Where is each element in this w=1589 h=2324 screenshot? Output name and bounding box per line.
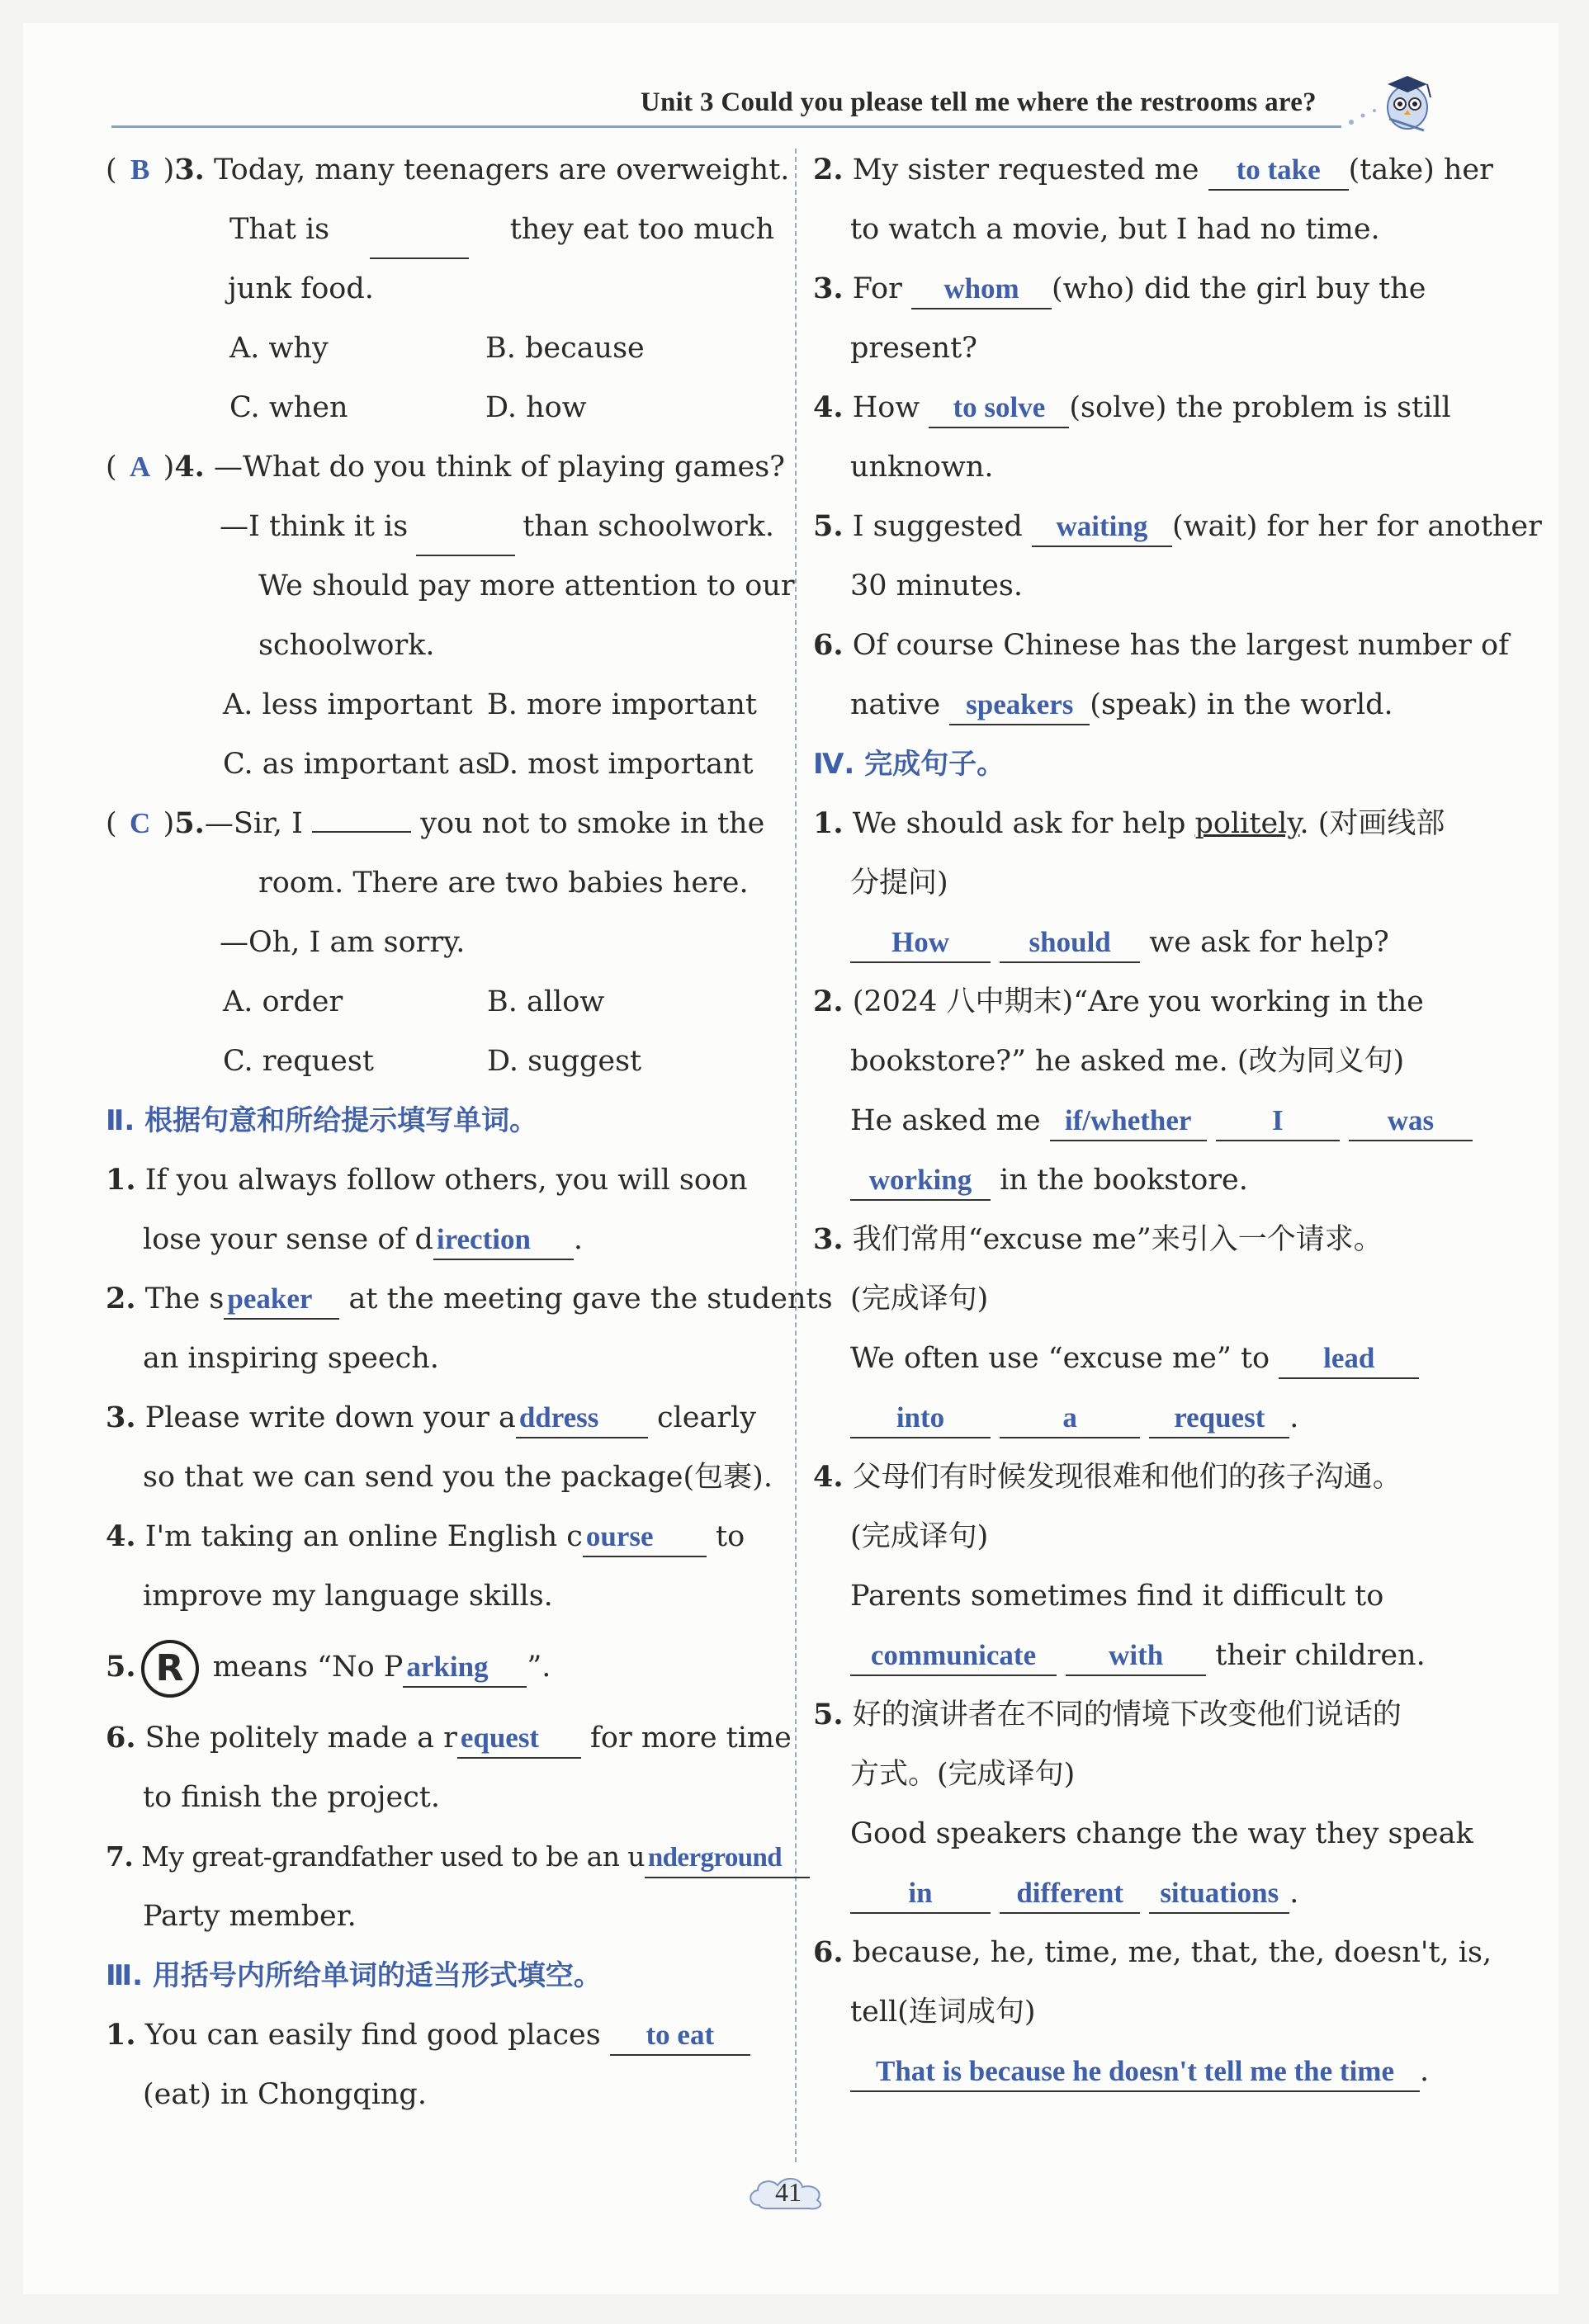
section-2-heading: Ⅱ. 根据句意和所给提示填写单词。 — [106, 1104, 538, 1137]
form-item-1: 1. You can easily find good places to eat — [106, 2005, 774, 2065]
form-item-3: 3. For whom (who) did the girl buy the — [813, 259, 1473, 319]
answer-blank[interactable]: ddress — [516, 1399, 648, 1438]
option-b[interactable]: B. allow — [487, 985, 605, 1018]
answer-blank[interactable]: working — [850, 1161, 991, 1201]
sentence-item-4: 4. 父母们有时候发现很难和他们的孩子沟通。 — [813, 1460, 1402, 1494]
form-item-4: 4. How to solve (solve) the problem is still — [813, 378, 1473, 437]
option-b[interactable]: B. more important — [487, 688, 757, 721]
option-c[interactable]: C. request — [223, 1045, 374, 1078]
sentence-item-2: 2. (2024 八中期末)“Are you working in the — [813, 985, 1424, 1018]
answer-blank[interactable]: to take — [1208, 151, 1349, 191]
answer-blank[interactable]: a — [1000, 1399, 1140, 1438]
answer-blank[interactable]: nderground — [645, 1838, 810, 1878]
mc-question-5: ( C )5.—Sir, I you not to smoke in the — [106, 794, 774, 853]
answer-choice: A — [130, 451, 151, 483]
answer-blank[interactable]: was — [1349, 1102, 1473, 1141]
answer-blank[interactable]: with — [1066, 1637, 1206, 1676]
answer-blank[interactable]: into — [850, 1399, 991, 1438]
answer-blank[interactable]: communicate — [850, 1637, 1057, 1676]
answer-blank[interactable]: speakers — [949, 686, 1090, 725]
option-d[interactable]: D. suggest — [487, 1045, 642, 1078]
sentence-item-5: 5. 好的演讲者在不同的情境下改变他们说话的 — [813, 1698, 1402, 1731]
fill-item-7: 7. My great-grandfather used to be an u nderground — [106, 1827, 774, 1887]
answer-blank[interactable]: in — [850, 1874, 991, 1914]
sentence-item-3: 3. 我们常用“excuse me”来引入一个请求。 — [813, 1222, 1383, 1256]
option-c[interactable]: C. when — [229, 391, 348, 424]
answer-blank[interactable]: different — [1000, 1874, 1140, 1914]
header-rule — [111, 125, 1341, 128]
option-a[interactable]: A. why — [229, 332, 329, 365]
fill-item-5: 5. R means “No P arking ”. — [106, 1626, 774, 1708]
fill-item-6: 6. She politely made a r equest for more time — [106, 1708, 774, 1768]
sentence-item-6: 6. because, he, time, me, that, the, doesn't, is, — [813, 1935, 1492, 1969]
answer-blank[interactable] — [312, 831, 411, 833]
option-d[interactable]: D. most important — [487, 748, 754, 781]
answer-blank[interactable]: arking — [403, 1648, 527, 1688]
answer-blank[interactable]: request — [1149, 1399, 1289, 1438]
no-parking-sign-icon: R — [141, 1640, 199, 1698]
answer-blank[interactable]: waiting — [1032, 508, 1172, 547]
answer-blank[interactable]: if/whether — [1050, 1102, 1207, 1141]
answer-blank[interactable] — [416, 497, 515, 556]
fill-item-1: 1. If you always follow others, you will soon — [106, 1163, 748, 1197]
section-3-heading: Ⅲ. 用括号内所给单词的适当形式填空。 — [106, 1959, 602, 1992]
page-number: 41 — [743, 2172, 834, 2215]
underlined-word: politely — [1194, 807, 1300, 840]
unit-title: Unit 3 Could you please tell me where the restrooms are? — [640, 87, 1317, 117]
answer-choice: C — [130, 807, 151, 839]
answer-blank[interactable]: peaker — [224, 1280, 339, 1320]
answer-blank[interactable]: should — [1000, 923, 1140, 963]
option-a[interactable]: A. order — [223, 985, 343, 1018]
mc-question-3: ( B )3. Today, many teenagers are overweight. — [106, 140, 774, 200]
sentence-item-1: 1. We should ask for help politely. (对画线部 — [813, 806, 1445, 840]
fill-item-2: 2. The s peaker at the meeting gave the students — [106, 1269, 774, 1329]
option-b[interactable]: B. because — [485, 332, 645, 365]
answer-blank[interactable]: whom — [911, 270, 1052, 309]
answer-choice: B — [130, 154, 150, 186]
question-text: Today, many teenagers are overweight. — [214, 154, 790, 187]
fill-item-3: 3. Please write down your a ddress clearly — [106, 1388, 774, 1448]
owl-graduate-icon — [1341, 64, 1440, 137]
section-4-heading: Ⅳ. 完成句子。 — [813, 748, 1005, 781]
fill-item-4: 4. I'm taking an online English c ourse to — [106, 1507, 774, 1566]
option-d[interactable]: D. how — [485, 391, 587, 424]
form-item-2: 2. My sister requested me to take (take) her — [813, 140, 1473, 200]
form-item-5: 5. I suggested waiting (wait) for her for another — [813, 497, 1473, 556]
option-c[interactable]: C. as important as — [223, 748, 490, 781]
answer-blank[interactable]: situations — [1149, 1874, 1289, 1914]
answer-blank[interactable]: That is because he doesn't tell me the time — [850, 2052, 1420, 2092]
answer-blank[interactable] — [370, 200, 469, 259]
answer-blank[interactable]: How — [850, 923, 991, 963]
answer-blank[interactable]: to eat — [610, 2016, 750, 2056]
mc-question-4: ( A )4. —What do you think of playing games? — [106, 437, 774, 497]
question-text: —What do you think of playing games? — [214, 451, 785, 484]
answer-blank[interactable]: to solve — [929, 389, 1069, 428]
answer-blank[interactable]: lead — [1279, 1339, 1419, 1379]
answer-blank[interactable]: equest — [457, 1719, 581, 1759]
answer-blank[interactable]: I — [1216, 1102, 1340, 1141]
page-header — [111, 83, 1440, 132]
right-column: 2. My sister requested me to take (take) her to watch a movie, but I had no time. 3. For whom (who) did the girl buy the present? 4. How to solve (solve) the problem is still unknown. 5. I suggested waiting (wait) for her for another 30 minutes. 6. Of course Chinese has the largest number of native speakers (speak) in the world. Ⅳ. 完成句子。 1. We should ask for help politely. (对画线部 分提问) How should we ask for help? 2. (2024 八中期末)“Are you working in the bookstore?” he asked me. (改为同义句) He asked me if/whether I was working in the bookstore. 3. 我们常用“excuse me”来引入一个请求。 (完成译句) We often use “excuse me” to lead into a request . 4. 父母们有时候发现很难和他们的孩子沟通。 (完成译句) Parents sometimes find it difficult to communicate with their children. 5. 好的演讲者在不同的情境下改变他们说话的 方式。(完成译句) Good speakers change the way they speak in different situations . 6. because, he, time, me, that, the, doesn't, is, tell(连词成句) That is because he doesn't tell me the time . — [813, 140, 1473, 2101]
option-a[interactable]: A. less important — [223, 688, 473, 721]
answer-blank[interactable]: irection — [433, 1221, 574, 1260]
left-column: ( B )3. Today, many teenagers are overweight. That is they eat too much junk food. A. why B. because C. when D. how ( A )4. —What do you think of playing games? —I think it is than schoolwork. We should pay more attention to our schoolwork. A. less important B. more important C. as important asD. most important ( C )5.—Sir, I you not to smoke in the room. There are two babies here. —Oh, I am sorry. A. order B. allow C. request D. suggest Ⅱ. 根据句意和所给提示填写单词。 1. If you always follow others, you will soon lose your sense of d irection . 2. The s peaker at the meeting gave the students an inspiring speech. 3. Please write down your a ddress clearly so that we can send you the package(包裹). 4. I'm taking an online English c ourse to improve my language skills. 5. R means “No P arking ”. 6. She politely made a r equest for more time to finish the project. 7. My great-grandfather used to be an u nderground Party member. Ⅲ. 用括号内所给单词的适当形式填空。 1. You can easily find good places to eat (eat) in Chongqing. — [106, 140, 774, 2124]
answer-blank[interactable]: ourse — [583, 1518, 707, 1557]
form-item-6: 6. Of course Chinese has the largest number of — [813, 628, 1510, 662]
